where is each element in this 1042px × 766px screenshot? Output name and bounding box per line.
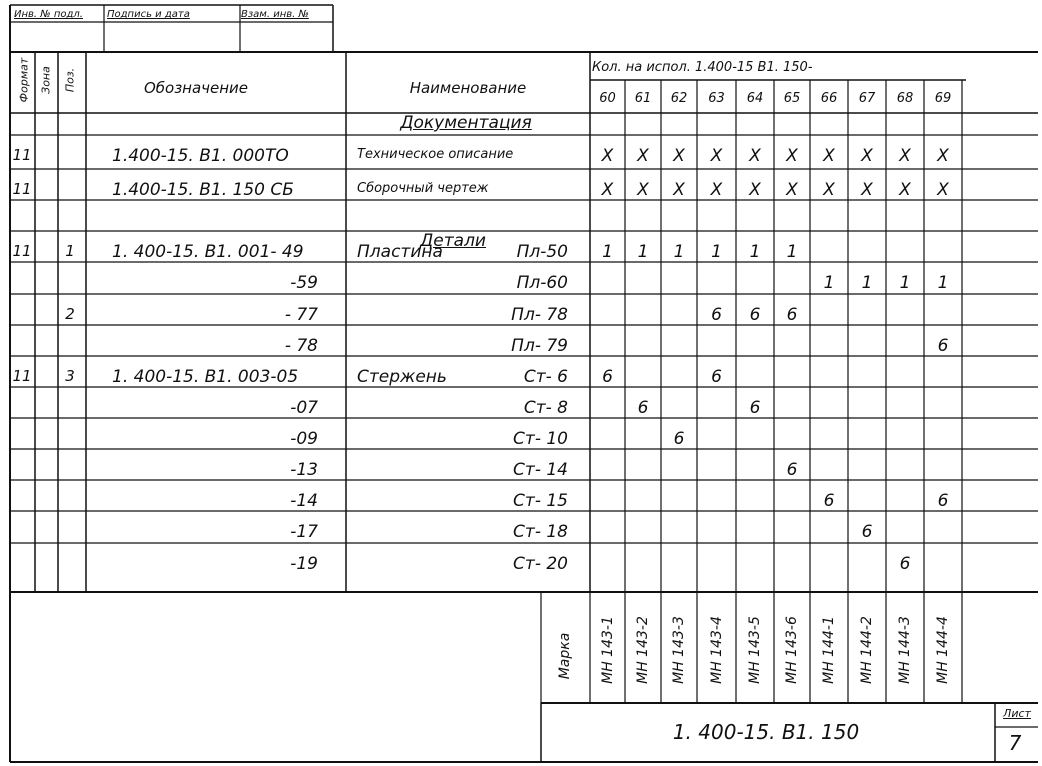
row-designation: - 78 [284, 336, 318, 356]
stamp-podpis-data: Подпись и дата [107, 9, 190, 20]
row-format: 11 [12, 146, 32, 164]
row-name: Стержень [357, 367, 447, 387]
row-designation: 1.400-15. В1. 150 СБ [112, 180, 294, 200]
header-zona: Зона [39, 66, 53, 94]
row-format: 11 [12, 180, 32, 198]
header-poz: Поз. [63, 67, 77, 93]
header-col-4: 64 [746, 91, 764, 106]
row-designation: -59 [290, 273, 318, 293]
row-cell: X [637, 146, 649, 166]
header-format: Формат [17, 57, 31, 103]
sheet-number: 7 [1008, 731, 1022, 755]
row-cell: 6 [711, 305, 722, 325]
row-cell: 1 [823, 273, 835, 293]
row-designation: 1. 400-15. В1. 003-05 [112, 367, 299, 387]
mark-5: МН 143-6 [784, 616, 800, 684]
row-cell: X [749, 180, 761, 200]
row-cell: X [937, 180, 949, 200]
stamp-inv-podl: Инв. № подл. [14, 9, 83, 20]
header-col-7: 67 [858, 91, 876, 106]
row-code: Ст- 15 [513, 491, 568, 511]
row-designation: -14 [290, 491, 318, 511]
row-cell: 6 [673, 429, 685, 449]
row-cell: 1 [673, 242, 685, 262]
row-cell: X [749, 146, 761, 166]
row-code: Ст- 20 [513, 554, 568, 574]
row-designation: -17 [290, 522, 318, 542]
row-cell: X [899, 146, 911, 166]
row-cell: 6 [861, 522, 873, 542]
row-cell: X [823, 146, 835, 166]
row-code: Ст- 14 [513, 460, 568, 480]
header-qty-title: Кол. на испол. 1.400-15 В1. 150- [592, 60, 813, 75]
row-poz: 3 [65, 367, 75, 385]
mark-9: МН 144-4 [935, 616, 951, 684]
header-col-1: 61 [634, 91, 652, 106]
doc-number: 1. 400-15. В1. 150 [672, 720, 860, 744]
row-cell: X [637, 180, 649, 200]
header-col-6: 66 [820, 91, 838, 106]
header-col-5: 65 [783, 91, 801, 106]
row-code: Ст- 6 [523, 367, 568, 387]
row-code: Ст- 10 [513, 429, 568, 449]
header-col-0: 60 [599, 91, 616, 106]
row-cell: 1 [749, 242, 761, 262]
row-cell: 6 [786, 305, 798, 325]
row-designation: 1.400-15. В1. 000ТО [112, 146, 289, 166]
stamp-vzam-inv: Взам. инв. № [241, 9, 309, 20]
row-name: Сборочный чертеж [357, 181, 489, 196]
header-name: Наименование [409, 79, 527, 97]
row-code: Ст- 8 [523, 398, 568, 418]
row-cell: 6 [637, 398, 649, 418]
row-cell: X [937, 146, 949, 166]
section-documentation: Документация [400, 113, 532, 133]
mark-4: МН 143-5 [747, 616, 763, 684]
row-designation: - 77 [284, 305, 318, 325]
row-cell: X [823, 180, 835, 200]
row-format: 11 [12, 367, 32, 385]
row-cell: X [673, 146, 685, 166]
row-poz: 1 [65, 242, 75, 260]
row-code: Пл- 78 [511, 305, 568, 325]
header-designation: Обозначение [143, 79, 249, 97]
row-code: Пл-60 [516, 273, 568, 293]
row-cell: 6 [786, 460, 798, 480]
row-code: Пл- 79 [511, 336, 568, 356]
row-cell: 1 [899, 273, 911, 293]
row-cell: 6 [749, 305, 761, 325]
row-name: Пластина [357, 242, 443, 262]
row-cell: 6 [823, 491, 835, 511]
row-cell: X [786, 180, 798, 200]
row-designation: -13 [290, 460, 318, 480]
row-cell: 6 [899, 554, 911, 574]
row-cell: 1 [861, 273, 873, 293]
mark-0: МН 143-1 [599, 616, 616, 684]
row-designation: -19 [290, 554, 318, 574]
row-name: Техническое описание [357, 147, 514, 162]
row-designation: -09 [290, 429, 318, 449]
marks-label: Марка [557, 632, 573, 680]
row-cell: 1 [937, 273, 949, 293]
mark-2: МН 143-3 [671, 616, 687, 684]
row-cell: 6 [937, 336, 949, 356]
mark-7: МН 144-2 [859, 616, 875, 684]
row-cell: 1 [637, 242, 649, 262]
row-cell: X [710, 180, 723, 200]
row-cell: 1 [786, 242, 798, 262]
row-poz: 2 [65, 305, 75, 323]
row-cell: X [710, 146, 723, 166]
row-cell: X [601, 180, 614, 200]
row-cell: 6 [749, 398, 761, 418]
row-cell: 6 [602, 367, 613, 387]
header-col-2: 62 [670, 91, 688, 106]
row-designation: -07 [290, 398, 318, 418]
row-cell: 1 [602, 242, 613, 262]
row-cell: X [899, 180, 911, 200]
header-col-9: 69 [934, 91, 952, 106]
mark-8: МН 144-3 [897, 616, 913, 684]
row-format: 11 [12, 242, 32, 260]
header-col-8: 68 [896, 91, 914, 106]
row-cell: 6 [937, 491, 949, 511]
row-cell: 1 [711, 242, 722, 262]
row-cell: 6 [711, 367, 722, 387]
row-code: Ст- 18 [513, 522, 568, 542]
row-cell: X [861, 180, 873, 200]
mark-6: МН 144-1 [821, 616, 837, 684]
header-col-3: 63 [708, 91, 725, 106]
row-code: Пл-50 [516, 242, 568, 262]
mark-3: МН 143-4 [708, 616, 725, 684]
row-cell: X [601, 146, 614, 166]
row-designation: 1. 400-15. В1. 001- 49 [112, 242, 304, 262]
row-cell: X [861, 146, 873, 166]
row-cell: X [786, 146, 798, 166]
section-parts: Детали [420, 231, 486, 251]
sheet-label: Лист [1003, 707, 1031, 720]
row-cell: X [673, 180, 685, 200]
mark-1: МН 143-2 [635, 616, 651, 684]
